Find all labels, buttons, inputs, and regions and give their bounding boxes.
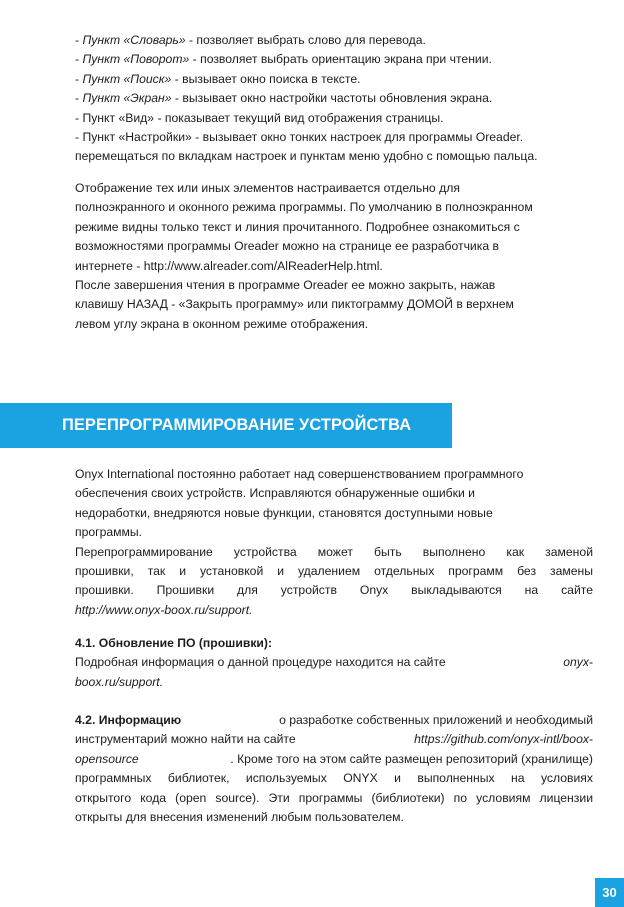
body-text: 4.2. Информацию о разработке собственных приложений и необходимый <box>75 713 593 727</box>
body-text: открыты для внесения изменений любым пользователем. <box>75 810 404 825</box>
body-text: Подробная информация о данной процедуре находится на сайте onyx- <box>75 653 593 672</box>
menu-item-name: Пункт «Поворот» <box>82 52 190 67</box>
support-link[interactable]: http://www.onyx-boox.ru/support. <box>75 602 253 617</box>
list-item: - Пункт «Вид» - показывает текущий вид отображения страницы. <box>75 110 444 125</box>
body-text: После завершения чтения в программе Oreader ее можно закрыть, нажав <box>75 278 496 293</box>
body-text: перемещаться по вкладкам настроек и пунктам меню удобно с помощью пальца. <box>75 149 538 164</box>
section-banner <box>0 403 452 448</box>
developer-info-section <box>75 711 593 827</box>
section-title: ПЕРЕПРОГРАММИРОВАНИЕ УСТРОЙСТВА <box>62 416 412 434</box>
body-text: возможностями программы Oreader можно на странице ее разработчика в <box>75 239 499 254</box>
body-text: opensource . Кроме того на этом сайте размещен репозиторий (хранилище) <box>75 750 593 769</box>
body-text: прошивки, так и установкой и удалением отдельных программ без замены <box>75 564 593 579</box>
body-text: интернете - http://www.alreader.com/AlReaderHelp.html. <box>75 258 383 273</box>
menu-item-name: Пункт «Словарь» <box>82 33 186 47</box>
reprogramming-intro <box>75 465 593 620</box>
firmware-update-section <box>75 634 593 692</box>
menu-item-name: Пункт «Поиск» <box>82 71 172 86</box>
body-text: левом углу экрана в оконном режиме отображения. <box>75 316 369 331</box>
body-text: Onyx International постоянно работает над совершенствованием программного <box>75 467 524 481</box>
list-item: - Пункт «Настройки» - вызывает окно тонких настроек для программы Oreader. <box>75 130 524 145</box>
list-item: - Пункт «Поворот» - позволяет выбрать ориентацию экрана при чтении. <box>75 52 492 67</box>
body-text: недоработки, внедряются новые функции, становятся доступными новые <box>75 505 493 520</box>
body-text: открытого кода (open source). Эти программы (библиотеки) по условиям лицензии <box>75 790 593 805</box>
list-item: - Пункт «Словарь» - позволяет выбрать слово для перевода. <box>75 33 426 47</box>
body-text: клавишу НАЗАД - «Закрыть программу» или пиктограмму ДОМОЙ в верхнем <box>75 297 514 312</box>
body-text: полноэкранного и оконного режима программы. По умолчанию в полноэкранном <box>75 200 533 215</box>
onyx-support-link-cont[interactable]: boox.ru/support. <box>75 674 164 689</box>
bold-keyword: Информацию <box>98 713 182 727</box>
body-text: инструментарий можно найти на сайте https://github.com/onyx-intl/boox- <box>75 730 593 749</box>
body-text: Перепрограммирование устройства может быть выполнено как заменой <box>75 544 593 559</box>
menu-item-name: Пункт «Экран» <box>82 91 172 106</box>
body-text: Отображение тех или иных элементов настраивается отдельно для <box>75 181 460 195</box>
body-text: прошивки. Прошивки для устройств Onyx выкладываются на сайте <box>75 583 593 598</box>
body-text: режиме видны только текст и линия прочитанного. Подробнее ознакомиться с <box>75 219 520 234</box>
menu-description-list <box>75 31 593 167</box>
github-link-cont[interactable]: opensource <box>75 751 139 766</box>
page-number: 30 <box>595 878 624 907</box>
body-text: обеспечения своих устройств. Исправляются обнаруженные ошибки и <box>75 486 475 501</box>
list-item: - Пункт «Поиск» - вызывает окно поиска в тексте. <box>75 71 361 86</box>
body-text: программы. <box>75 525 143 540</box>
github-link[interactable]: https://github.com/onyx-intl/boox- <box>414 732 593 747</box>
list-item: - Пункт «Экран» - вызывает окно настройки частоты обновления экрана. <box>75 91 493 106</box>
subsection-heading: 4.1. Обновление ПО (прошивки): <box>75 636 273 650</box>
onyx-support-link[interactable]: onyx- <box>563 655 593 670</box>
body-text: программных библиотек, используемых ONYX и выполненных на условиях <box>75 771 593 786</box>
display-settings-paragraph <box>75 179 593 334</box>
